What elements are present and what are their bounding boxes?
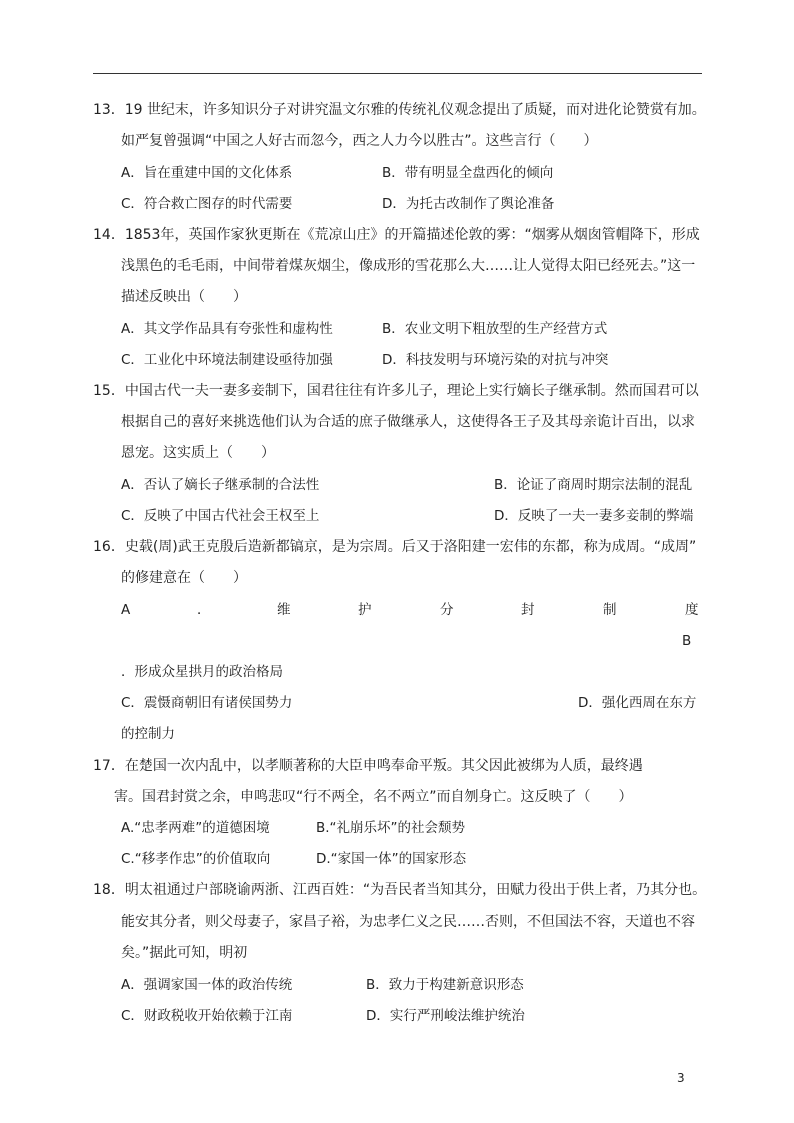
q16-option-d: D．强化西周在东方 <box>578 695 697 711</box>
q17-option-d: D.“家国一体”的国家形态 <box>316 851 467 867</box>
q16-option-d-cont: 的控制力 <box>121 726 175 742</box>
q14-option-a: A．其文学作品具有夸张性和虚构性 <box>121 321 333 337</box>
q15-option-a: A．否认了嫡长子继承制的合法性 <box>121 477 320 493</box>
q13-option-a: A．旨在重建中国的文化体系 <box>121 165 293 181</box>
q16-option-a-char: 度 <box>685 602 699 618</box>
q16-option-b-letter: B <box>682 633 692 649</box>
q14-line-3: 描述反映出（ ） <box>121 289 247 305</box>
q14-option-b: B．农业文明下粗放型的生产经营方式 <box>382 321 608 337</box>
q15-option-b: B．论证了商周时期宗法制的混乱 <box>494 477 693 493</box>
q14-line-1: 14．1853年，英国作家狄更斯在《荒凉山庄》的开篇描述伦敦的雾：“烟雾从烟囱管帽降下，形成 <box>93 227 700 243</box>
q17-line-1: 17．在楚国一次内乱中，以孝顺著称的大臣申鸣奉命平叛。其父因此被绑为人质，最终遇 <box>93 758 643 774</box>
q16-option-a-char: 护 <box>358 602 372 618</box>
q16-option-a-char: 制 <box>603 602 617 618</box>
q13-option-c: C．符合救亡图存的时代需要 <box>121 196 293 212</box>
q18-option-b: B．致力于构建新意识形态 <box>366 977 524 993</box>
q15-option-d: D．反映了一夫一妻多妾制的弊端 <box>494 508 694 524</box>
q16-line-2: 的修建意在（ ） <box>121 570 247 586</box>
q16-option-a-char: A <box>121 602 131 618</box>
q16-option-b: ．形成众星拱月的政治格局 <box>121 664 283 680</box>
q15-line-1: 15．中国古代一夫一妻多妾制下，国君往往有许多儿子，理论上实行嫡长子继承制。然而国君可以 <box>93 383 699 399</box>
q18-option-d: D．实行严刑峻法维护统治 <box>366 1008 525 1024</box>
q14-option-c: C．工业化中环境法制建设亟待加强 <box>121 352 333 368</box>
q17-option-b: B.“礼崩乐坏”的社会颓势 <box>316 820 466 836</box>
q18-line-2: 能安其分者，则父母妻子，家昌子裕，为忠孝仁义之民……否则，不但国法不容，天道也不容 <box>121 914 695 930</box>
q16-option-c: C．震慑商朝旧有诸侯国势力 <box>121 695 293 711</box>
q13-option-d: D．为托古改制作了舆论准备 <box>382 196 555 212</box>
q16-option-a-char: ． <box>197 602 211 618</box>
q15-line-3: 恩宠。这实质上（ ） <box>121 445 275 461</box>
q16-option-a-char: 分 <box>440 602 454 618</box>
header-rule <box>93 73 702 74</box>
q16-line-1: 16．史载(周)武王克殷后造新都镐京，是为宗周。后又于洛阳建一宏伟的东都，称为成周。“成周” <box>93 539 697 555</box>
q13-line-2: 如严复曾强调“中国之人好古而忽今，西之人力今以胜古”。这些言行（ ） <box>121 133 598 149</box>
q16-option-a-char: 维 <box>277 602 291 618</box>
q14-option-d: D．科技发明与环境污染的对抗与冲突 <box>382 352 609 368</box>
q18-line-3: 矣。”据此可知，明初 <box>121 945 248 961</box>
q13-line-1: 13．19 世纪末，许多知识分子对讲究温文尔雅的传统礼仪观念提出了质疑，而对进化论赞赏有加。 <box>93 102 706 118</box>
q18-option-a: A．强调家国一体的政治传统 <box>121 977 293 993</box>
q15-line-2: 根据自己的喜好来挑选他们认为合适的庶子做继承人，这使得各王子及其母亲诡计百出，以求 <box>121 414 695 430</box>
q16-option-a-char: 封 <box>521 602 535 618</box>
q17-option-c: C.“移孝作忠”的价值取向 <box>121 851 271 867</box>
q14-line-2: 浅黑色的毛毛雨，中间带着煤灰烟尘，像成形的雪花那么大……让人觉得太阳已经死去。”这一 <box>121 258 696 274</box>
q13-option-b: B．带有明显全盘西化的倾向 <box>382 165 554 181</box>
q17-line-2: 害。国君封赏之余，申鸣悲叹“行不两全，名不两立”而自刎身亡。这反映了（ ） <box>114 789 633 805</box>
q18-option-c: C．财政税收开始依赖于江南 <box>121 1008 293 1024</box>
q17-option-a: A.“忠孝两难”的道德困境 <box>121 820 270 836</box>
q15-option-c: C．反映了中国古代社会王权至上 <box>121 508 320 524</box>
q18-line-1: 18．明太祖通过户部晓谕两浙、江西百姓：“为吾民者当知其分，田赋力役出于供上者，乃其分也。 <box>93 882 707 898</box>
page-number: 3 <box>677 1071 685 1085</box>
